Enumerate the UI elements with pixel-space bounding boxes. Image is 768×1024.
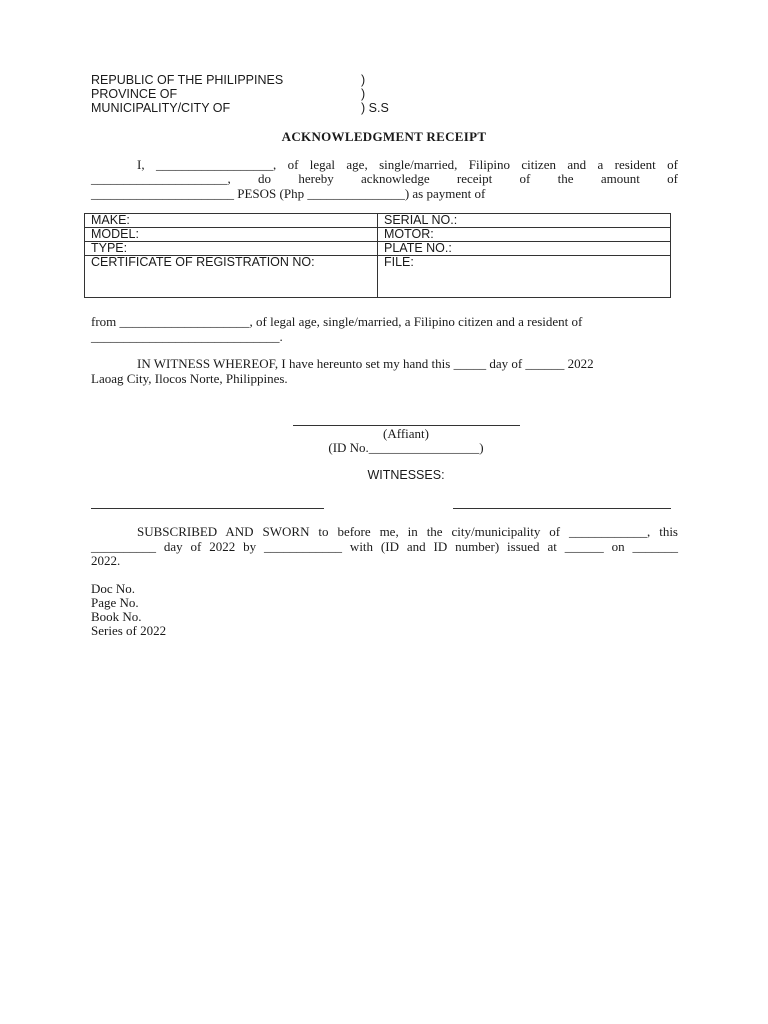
header-paren-2: )	[361, 87, 366, 101]
table-row	[85, 242, 671, 256]
header-municipality: MUNICIPALITY/CITY OF	[91, 101, 231, 115]
paragraph1-line2: _____________________, do hereby acknowledge receipt of the amount of	[91, 171, 678, 186]
jurat-line3: 2022.	[91, 553, 121, 568]
paragraph1-line1: I, __________________, of legal age, single/married, Filipino citizen and a resident of	[137, 157, 678, 172]
book-no: Book No.	[91, 609, 142, 624]
affiant-id-line: (ID No._________________)	[328, 440, 484, 455]
table-row	[85, 228, 671, 242]
table-row	[85, 256, 671, 298]
paragraph2-line1: from ____________________, of legal age, single/married, a Filipino citizen and a resident of	[91, 314, 583, 329]
paragraph1-line3: ______________________ PESOS (Php _______________) as payment of	[91, 186, 486, 201]
series-of: Series of 2022	[91, 623, 167, 638]
affiant-label: (Affiant)	[383, 426, 429, 441]
header-province: PROVINCE OF	[91, 87, 178, 101]
witnesses-label: WITNESSES:	[367, 468, 445, 482]
vehicle-details-table	[84, 213, 671, 298]
jurat-line2: __________ day of 2022 by ____________ with (ID and ID number) issued at ______ on _______	[91, 539, 678, 554]
paragraph2-line2: _____________________________.	[91, 329, 283, 344]
model-cell: MODEL:	[85, 228, 378, 242]
serial-no-cell: SERIAL NO.:	[378, 214, 671, 228]
header-republic: REPUBLIC OF THE PHILIPPINES	[91, 73, 284, 87]
motor-cell: MOTOR:	[378, 228, 671, 242]
certificate-of-registration-cell: CERTIFICATE OF REGISTRATION NO:	[85, 256, 378, 298]
witness-signature-line-right	[453, 508, 671, 509]
file-cell: FILE:	[378, 256, 671, 298]
witness-clause-line2: Laoag City, Ilocos Norte, Philippines.	[91, 371, 288, 386]
plate-no-cell: PLATE NO.:	[378, 242, 671, 256]
header-paren-1: )	[361, 73, 366, 87]
make-cell: MAKE:	[85, 214, 378, 228]
page-no: Page No.	[91, 595, 139, 610]
doc-no: Doc No.	[91, 581, 136, 596]
type-cell: TYPE:	[85, 242, 378, 256]
jurat-line1: SUBSCRIBED AND SWORN to before me, in the city/municipality of ____________, this	[137, 524, 678, 539]
table-row	[85, 214, 671, 228]
witness-clause-line1: IN WITNESS WHEREOF, I have hereunto set my hand this _____ day of ______ 2022	[137, 356, 594, 371]
header-paren-ss: ) S.S	[361, 101, 389, 115]
witness-signature-line-left	[91, 508, 324, 509]
document-title: ACKNOWLEDGMENT RECEIPT	[281, 129, 487, 144]
